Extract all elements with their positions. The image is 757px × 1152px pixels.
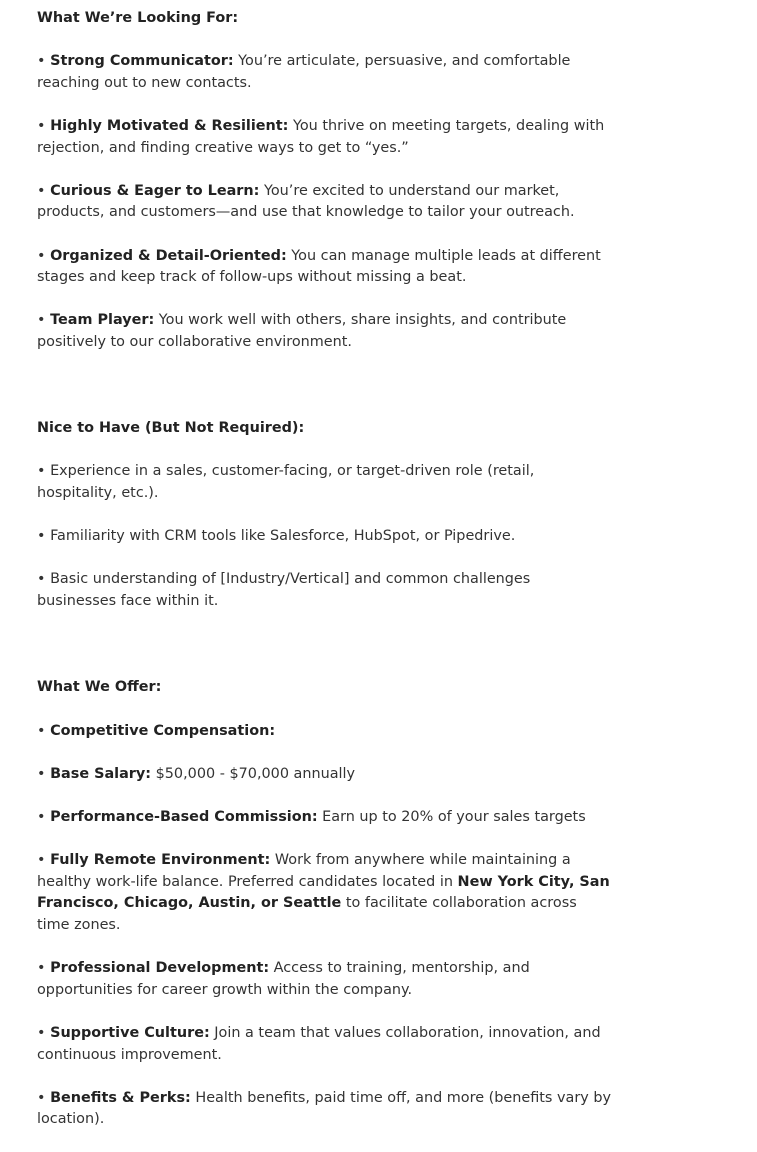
item-text: You’re articulate, persuasive, and comfortable reaching out to new contacts. — [37, 53, 571, 91]
item-label: Fully Remote Environment: — [50, 852, 271, 869]
item-label: Team Player: — [50, 312, 155, 329]
looking-for-item — [37, 181, 612, 224]
item-text: to facilitate collaboration across time zones. — [37, 895, 577, 933]
item-label: Performance-Based Commission: — [50, 808, 318, 825]
item-label: Organized & Detail-Oriented: — [50, 247, 287, 264]
section-spacer — [37, 634, 612, 677]
item-text: Work from anywhere while maintaining a healthy work-life balance. Preferred candidates located in — [37, 852, 571, 890]
looking-for-item — [37, 51, 612, 94]
bullet: • — [37, 247, 46, 264]
item-text: You can manage multiple leads at different stages and keep track of follow-ups without missing a beat. — [37, 247, 601, 286]
bullet: • — [37, 722, 46, 739]
item-label: Highly Motivated & Resilient: — [50, 117, 289, 134]
offer-item-culture — [37, 1023, 612, 1066]
offer-heading: What We Offer: — [37, 679, 162, 696]
item-text: You’re excited to understand our market, products, and customers—and use that knowledge to tailor your outreach. — [37, 182, 575, 221]
item-label: Strong Communicator: — [50, 53, 234, 70]
job-description-document — [37, 8, 612, 1152]
bullet: • — [37, 53, 46, 70]
offer-item-benefits — [37, 1088, 612, 1131]
item-text: $50,000 - $70,000 annually — [151, 765, 356, 782]
looking-for-item — [37, 246, 612, 289]
bullet: • — [37, 117, 46, 134]
item-label: Base Salary: — [50, 765, 152, 782]
nice-to-have-item: • Familiarity with CRM tools like Salesforce, HubSpot, or Pipedrive. — [37, 528, 516, 545]
looking-for-heading: What We’re Looking For: — [37, 10, 239, 26]
item-label: Supportive Culture: — [50, 1024, 210, 1041]
nice-to-have-item: • Basic understanding of [Industry/Vertical] and common challenges businesses face within it. — [37, 571, 531, 610]
item-text: You work well with others, share insights, and contribute positively to our collaborative environment. — [37, 312, 567, 350]
looking-for-item — [37, 116, 612, 159]
bullet: • — [37, 960, 46, 977]
item-label: Curious & Eager to Learn: — [50, 182, 260, 199]
bullet: • — [37, 1089, 46, 1106]
item-text: Health benefits, paid time off, and more (benefits vary by location). — [37, 1089, 611, 1128]
offer-item-remote — [37, 850, 612, 936]
bullet: • — [37, 312, 46, 329]
item-text: Earn up to 20% of your sales targets — [317, 808, 586, 825]
section-spacer — [37, 375, 612, 418]
item-text: Join a team that values collaboration, innovation, and continuous improvement. — [37, 1024, 601, 1063]
bullet: • — [37, 852, 46, 869]
item-label: Benefits & Perks: — [50, 1089, 191, 1106]
offer-item-base-salary — [37, 764, 612, 786]
bullet: • — [37, 182, 46, 199]
bullet: • — [37, 1024, 46, 1041]
nice-to-have-heading: Nice to Have (But Not Required): — [37, 420, 305, 437]
offer-item-development — [37, 958, 612, 1001]
item-text: Access to training, mentorship, and opportunities for career growth within the company. — [37, 960, 530, 998]
looking-for-item — [37, 310, 612, 353]
offer-item-compensation — [37, 721, 612, 743]
item-label: Competitive Compensation: — [50, 722, 276, 739]
bullet: • — [37, 765, 46, 782]
bullet: • — [37, 808, 46, 825]
item-text: You thrive on meeting targets, dealing with rejection, and finding creative ways to get to “yes.” — [37, 117, 605, 156]
nice-to-have-item: • Experience in a sales, customer-facing, or target-driven role (retail, hospitality, etc.). — [37, 463, 535, 502]
item-label: Professional Development: — [50, 960, 270, 977]
offer-item-commission — [37, 807, 612, 829]
preferred-locations: New York City, San Francisco, Chicago, Austin, or Seattle — [37, 873, 610, 912]
